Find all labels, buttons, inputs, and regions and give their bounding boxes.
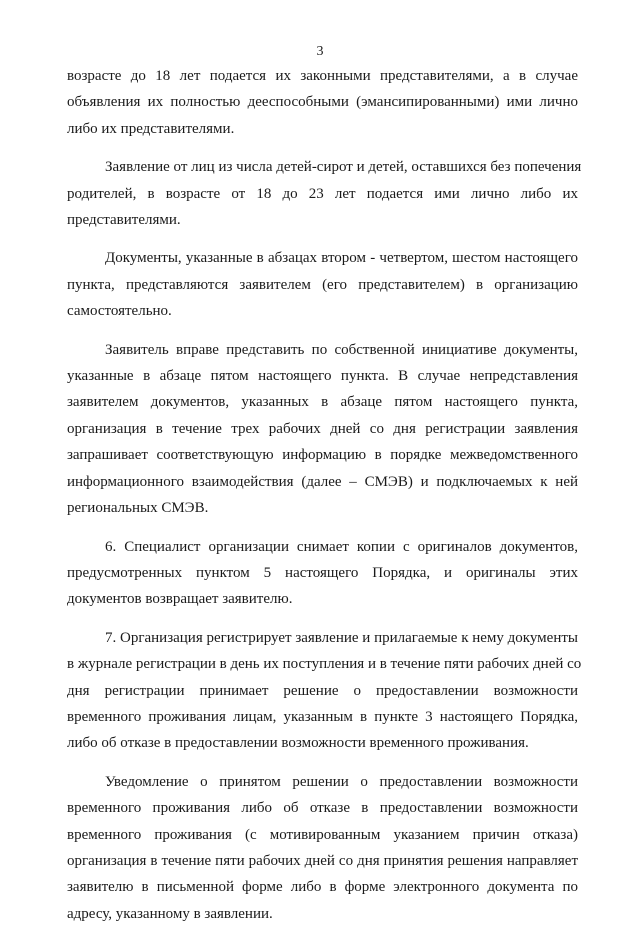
text-line: заявителем документов, указанных в абзаце пятом настоящего пункта, <box>67 394 578 411</box>
text-line: дня регистрации принимает решение о предоставлении возможности <box>67 682 578 699</box>
text-line: 6. Специалист организации снимает копии с оригиналов документов, <box>105 538 578 555</box>
text-line: документов возвращает заявителю. <box>67 591 293 608</box>
text-line: представителями. <box>67 212 181 229</box>
text-line: предусмотренных пунктом 5 настоящего Порядка, и оригиналы этих <box>67 564 578 581</box>
text-line: Уведомление о принятом решении о предоставлении возможности <box>105 773 578 790</box>
text-line: запрашивает соответствующую информацию в порядке межведомственного <box>67 447 578 464</box>
text-line: заявителю в письменной форме либо в форме электронного документа по <box>67 879 578 896</box>
text-line: возрасте до 18 лет подается их законными представителями, а в случае <box>67 68 578 84</box>
text-line: адресу, указанному в заявлении. <box>67 905 273 922</box>
text-line: самостоятельно. <box>67 303 172 320</box>
text-line: временного проживания лицам, указанным в пункте 3 настоящего Порядка, <box>67 708 578 725</box>
text-line: либо об отказе в предоставлении возможности временного проживания. <box>67 735 529 752</box>
document-body <box>67 63 582 939</box>
text-line: временного проживания (с мотивированным указанием причин отказа) <box>67 826 578 843</box>
text-line: Документы, указанные в абзацах втором - четвертом, шестом настоящего <box>105 250 578 267</box>
paragraph <box>67 769 578 927</box>
text-line: организация в течение трех рабочих дней со дня регистрации заявления <box>67 420 578 437</box>
paragraph <box>67 63 578 142</box>
text-line: в журнале регистрации в день их поступления и в течение пяти рабочих дней со <box>67 656 582 673</box>
text-line: указанные в абзаце пятом настоящего пункта. В случае непредставления <box>67 368 578 385</box>
text-line: региональных СМЭВ. <box>67 500 209 517</box>
text-line: Заявитель вправе представить по собственной инициативе документы, <box>105 341 578 358</box>
text-line: Заявление от лиц из числа детей-сирот и детей, оставшихся без попечения <box>105 159 582 176</box>
page-number: 3 <box>316 44 324 59</box>
text-line: организация в течение пяти рабочих дней со дня принятия решения направляет <box>67 852 578 869</box>
text-line: информационного взаимодействия (далее – СМЭВ) и подключаемых к ней <box>67 473 578 490</box>
text-line: объявления их полностью дееспособными (эмансипированными) ими лично <box>67 94 578 111</box>
paragraph <box>67 534 578 613</box>
text-line: либо их представителями. <box>67 120 235 137</box>
text-line: родителей, в возрасте от 18 до 23 лет подается ими лично либо их <box>67 185 578 202</box>
text-line: временного проживания либо об отказе в предоставлении возможности <box>67 800 578 817</box>
text-line: 7. Организация регистрирует заявление и прилагаемые к нему документы <box>105 629 578 646</box>
paragraph <box>67 337 578 522</box>
paragraph <box>67 625 582 757</box>
paragraph <box>67 154 582 233</box>
paragraph <box>67 245 578 324</box>
text-line: пункта, представляются заявителем (его представителем) в организацию <box>67 276 578 293</box>
